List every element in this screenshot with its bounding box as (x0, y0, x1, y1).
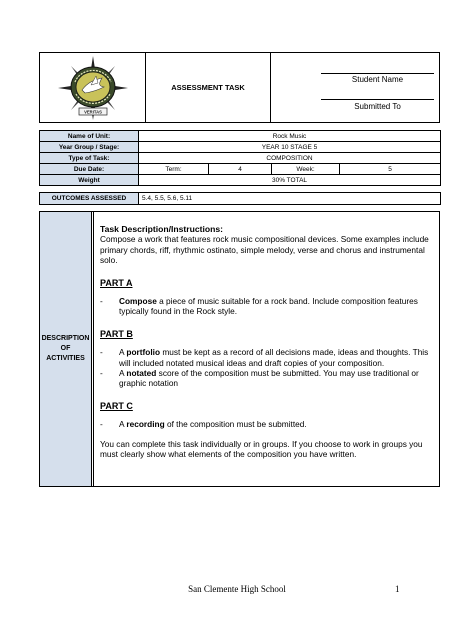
part-c-heading: PART C (100, 400, 133, 411)
header-box (39, 52, 440, 123)
submitted-to-line[interactable] (321, 99, 434, 100)
type-label: Type of Task: (40, 153, 139, 164)
description-box (39, 211, 440, 487)
part-a-item-text: a piece of music suitable for a rock band. Include composition features typically found in the Rock style. (119, 296, 418, 317)
logo-cell (40, 53, 146, 122)
portfolio-keyword: portfolio (126, 347, 161, 358)
year-label: Year Group / Stage: (40, 142, 139, 153)
term-value: 4 (209, 164, 272, 175)
description-label-line3: ACTIVITIES (46, 355, 85, 362)
term-label: Term: (139, 164, 209, 175)
part-a-heading: PART A (100, 277, 133, 288)
student-name-label: Student Name (351, 75, 404, 84)
weight-label: Weight (40, 175, 139, 186)
description-body (93, 212, 439, 486)
table-row (40, 164, 441, 175)
type-value: COMPOSITION (139, 153, 441, 164)
part-c-item-text: of the composition must be submitted. (164, 419, 307, 430)
table-row (40, 131, 441, 142)
unit-label: Name of Unit: (40, 131, 139, 142)
table-row (40, 175, 441, 186)
year-value: YEAR 10 STAGE 5 (139, 142, 441, 153)
recording-keyword: recording (126, 419, 165, 430)
logo-motto: VERITAS (84, 109, 102, 115)
table-row (40, 142, 441, 153)
task-heading: Task Description/Instructions: (100, 224, 224, 234)
part-b-item1-prefix: A (119, 347, 127, 358)
list-item: - A notated score of the composition must be submitted. You may use traditional or graphic notation (100, 368, 419, 389)
page-number: 1 (395, 584, 400, 594)
task-info-table (39, 130, 441, 186)
outcomes-label: OUTCOMES ASSESSED (40, 193, 139, 205)
compose-keyword: Compose (119, 296, 157, 307)
table-row (40, 193, 441, 205)
list-item: - A recording of the composition must be submitted. (100, 419, 307, 430)
part-c-item-prefix: A (119, 419, 127, 430)
week-label: Week: (272, 164, 340, 175)
part-b-heading: PART B (100, 328, 133, 339)
part-b-item2-text: score of the composition must be submitted. You may use traditional or graphic notation (119, 368, 419, 389)
footer-school-name: San Clemente High School (188, 584, 286, 594)
description-label-line2: OF (60, 345, 71, 352)
part-b-item1-text: must be kept as a record of all decisions made, ideas and thoughts. This will included notated musical ideas and draft copies of your composition. (119, 347, 429, 368)
submitted-to-label: Submitted To (354, 102, 401, 111)
student-cell (271, 53, 439, 122)
description-label-cell (40, 212, 92, 486)
weight-value: 30% TOTAL (139, 175, 441, 186)
title-cell (146, 53, 271, 122)
closing-note: You can complete this task individually or in groups. If you choose to work in groups you must clearly show what elements of the composition you have written. (100, 438, 423, 460)
description-label-line1: DESCRIPTION (41, 335, 90, 342)
due-date-label: Due Date: (40, 164, 139, 175)
task-intro: Compose a work that features rock music compositional devices. Some examples include primary chords, riff, rhythmic ostinato, simple melody, verse and chorus and instrumental solo. (100, 234, 429, 266)
table-row (40, 153, 441, 164)
list-item: - Compose a piece of music suitable for a rock band. Include composition features typically found in the Rock style. (100, 296, 418, 317)
outcomes-table (39, 192, 441, 205)
week-value: 5 (340, 164, 441, 175)
part-b-item2-prefix: A (119, 368, 127, 379)
unit-value: Rock Music (139, 131, 441, 142)
assessment-task-title: ASSESSMENT TASK (171, 83, 245, 92)
student-name-line[interactable] (321, 73, 434, 74)
school-crest-logo (58, 56, 128, 120)
list-item: - A portfolio must be kept as a record of all decisions made, ideas and thoughts. This will included notated musical ideas and draft copies of your composition. (100, 347, 429, 368)
outcomes-value: 5.4, 5.5, 5.6, 5.11 (139, 193, 441, 205)
notated-keyword: notated (126, 368, 157, 379)
